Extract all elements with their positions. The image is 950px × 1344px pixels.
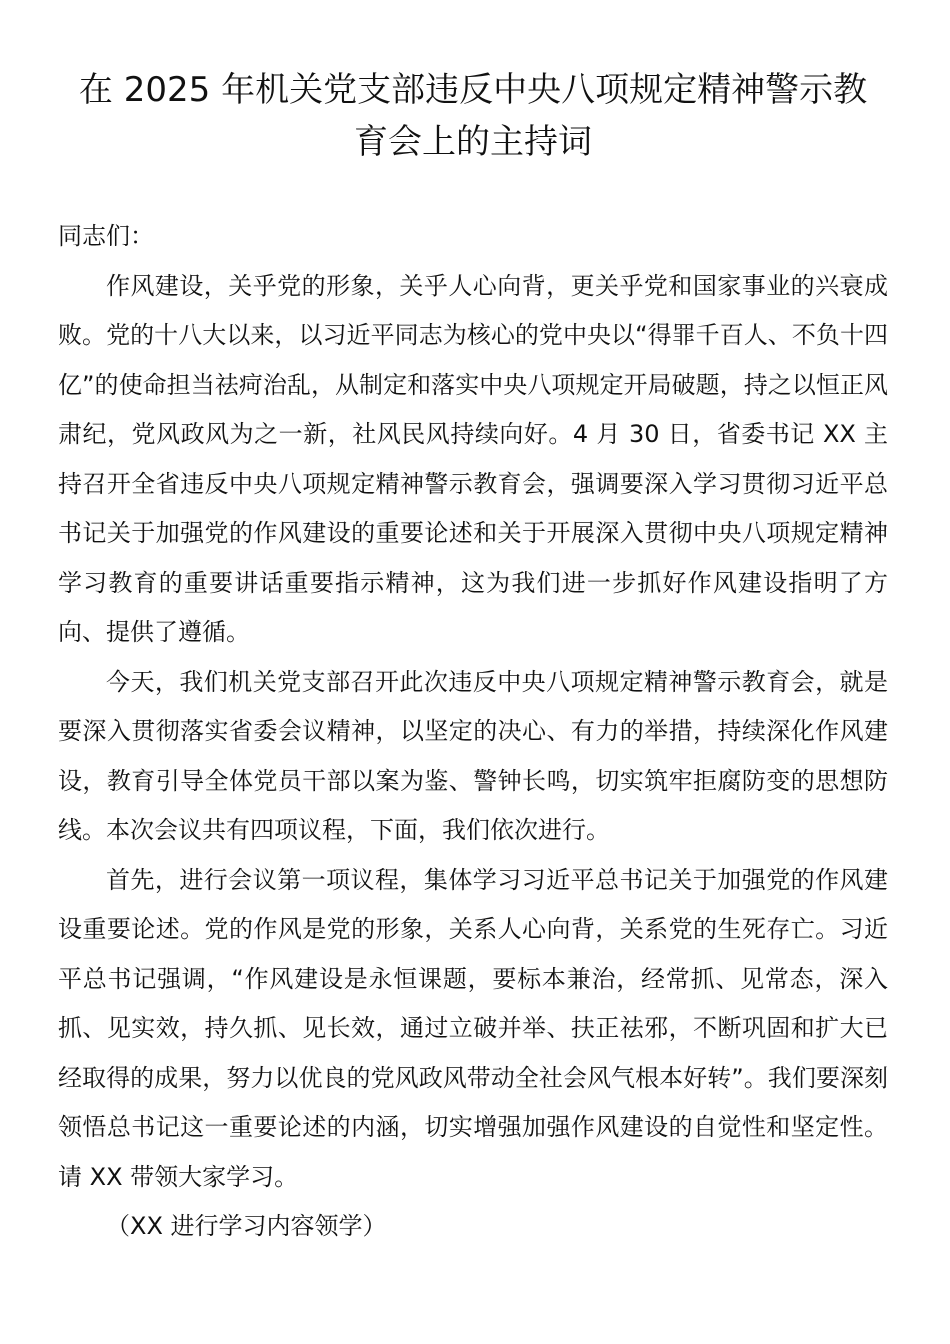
paragraph-intro: 作风建设，关乎党的形象，关乎人心向背，更关乎党和国家事业的兴衰成败。党的十八大以来，以习近平同志为核心的党中央以“得罪千百人、不负十四亿”的使命担当祛疴治乱，从制定和落实中央八项规定开局破题，持之以恒正风肃纪，党风政风为之一新，社风民风持续向好。4 月 30 日，省委书记 XX 主持召开全省违反中央八项规定精神警示教育会，强调要深入学习贯彻习近平总书记关于加强党的作风建设的重要论述和关于开展深入贯彻中央八项规定精神学习教育的重要讲话重要指示精神，这为我们进一步抓好作风建设指明了方向、提供了遵循。 <box>58 271 888 646</box>
paragraph-agenda-item-one: 首先，进行会议第一项议程，集体学习习近平总书记关于加强党的作风建设重要论述。党的作风是党的形象，关系人心向背，关系党的生死存亡。习近平总书记强调，“作风建设是永恒课题，要标本兼治，经常抓、见常态，深入抓、见实效，持久抓、见长效，通过立破并举、扶正祛邪，不断巩固和扩大已经取得的成果，努力以优良的党风政风带动全社会风气根本好转”。我们要深刻领悟总书记这一重要论述的内涵，切实增强加强作风建设的自觉性和坚定性。请 XX 带领大家学习。 <box>58 865 888 1191</box>
document-title: 在 2025 年机关党支部违反中央八项规定精神警示教育会上的主持词 <box>78 70 868 162</box>
salutation: 同志们： <box>58 222 154 250</box>
study-lead-note: （XX 进行学习内容领学） <box>106 1212 387 1240</box>
paragraph-meeting-purpose: 今天，我们机关党支部召开此次违反中央八项规定精神警示教育会，就是要深入贯彻落实省委会议精神，以坚定的决心、有力的举措，持续深化作风建设，教育引导全体党员干部以案为鉴、警钟长鸣，切实筑牢拒腐防变的思想防线。本次会议共有四项议程，下面，我们依次进行。 <box>58 667 888 844</box>
document-body <box>58 212 888 1252</box>
